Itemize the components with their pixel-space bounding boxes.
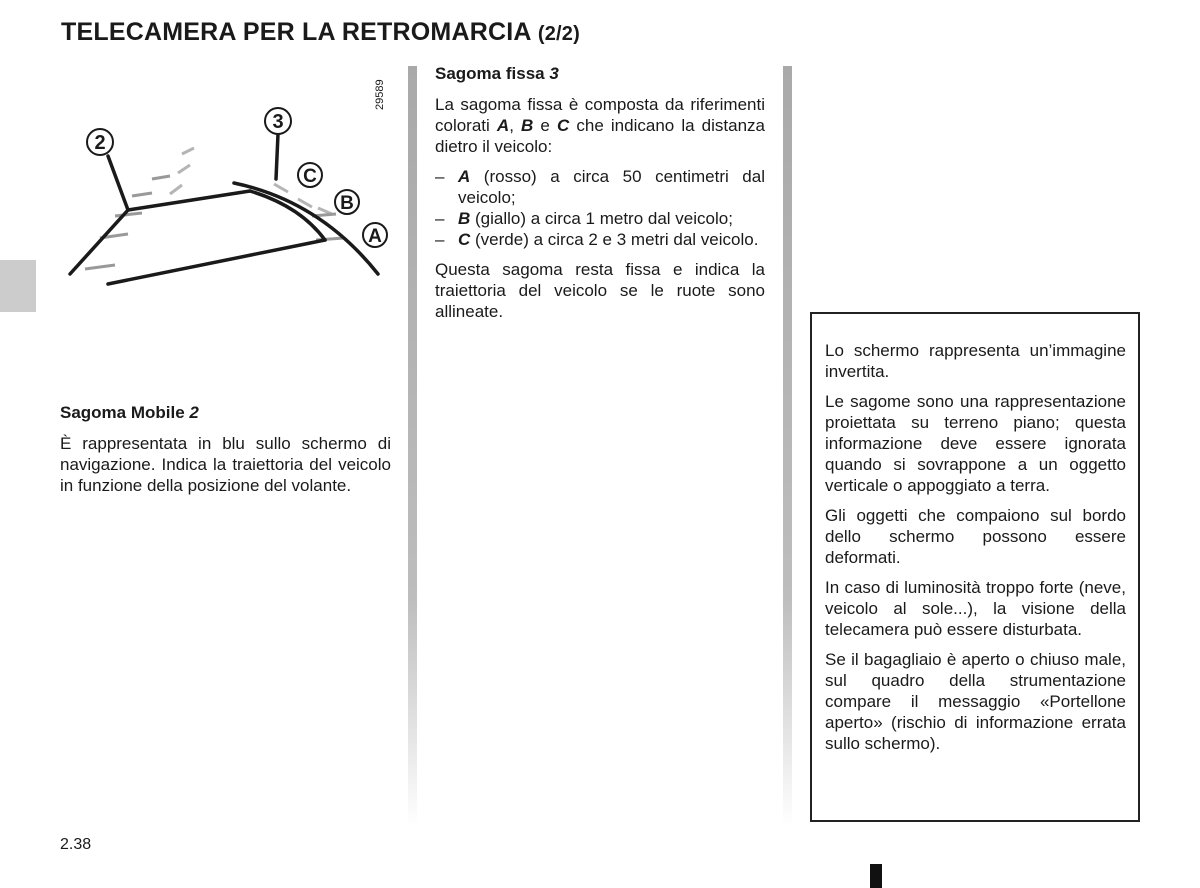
section-fissa-heading bbox=[435, 63, 765, 84]
note-paragraph: In caso di luminosità troppo forte (neve, veicolo al sole...), la visione della telecamera può essere disturbata. bbox=[825, 578, 1126, 639]
callout-2 bbox=[87, 129, 113, 155]
section-mobile-text: È rappresentata in blu sullo schermo di navigazione. Indica la traiettoria del veicolo in funzione della posizione del volante. bbox=[60, 434, 391, 495]
distance-list bbox=[435, 166, 765, 250]
fixed-guide-bottom-line bbox=[108, 240, 325, 284]
callout-b bbox=[335, 190, 359, 214]
section-mobile-heading bbox=[60, 402, 391, 423]
note-paragraph: Gli oggetti che compaiono sul bordo dello schermo possono essere deformati. bbox=[825, 506, 1126, 567]
column-divider-right bbox=[783, 66, 792, 826]
list-item-letter: B bbox=[458, 209, 471, 228]
trajectory-lines bbox=[70, 134, 378, 284]
list-item-text: (giallo) a circa 1 metro dal veicolo; bbox=[470, 209, 733, 228]
list-dash: – bbox=[435, 230, 445, 249]
section-fissa-heading-num: 3 bbox=[549, 64, 559, 83]
section-mobile-heading-num: 2 bbox=[189, 403, 199, 422]
page-title-main: TELECAMERA PER LA RETROMARCIA bbox=[61, 18, 531, 46]
callout-c bbox=[298, 163, 322, 187]
callout-a bbox=[363, 223, 387, 247]
callout-2-label: 2 bbox=[94, 132, 106, 154]
list-item-letter: A bbox=[458, 167, 471, 186]
callout-c-label: C bbox=[303, 166, 317, 187]
callout-3 bbox=[265, 108, 291, 134]
callout-leader-2 bbox=[108, 156, 128, 210]
list-item-letter: C bbox=[458, 230, 471, 249]
intro-text-end: che indicano la distanza dietro il veicolo: bbox=[435, 116, 765, 156]
note-paragraph: Se il bagagliaio è aperto o chiuso male, sul quadro della strumentazione compare il messaggio «Portellone aperto» (rischio di informazione errata sullo schermo). bbox=[825, 650, 1126, 753]
list-item-text: (rosso) a circa 50 centimetri dal veicolo; bbox=[458, 167, 765, 207]
distance-tick-marks bbox=[85, 176, 344, 269]
print-marker bbox=[870, 864, 882, 888]
note-box bbox=[810, 312, 1140, 822]
callout-leader-3 bbox=[276, 134, 278, 179]
intro-separator-2: e bbox=[533, 116, 557, 135]
section-fissa-heading-text: Sagoma fissa bbox=[435, 64, 545, 83]
callout-b-label: B bbox=[340, 193, 354, 214]
section-fissa bbox=[435, 63, 765, 331]
intro-text-start: La sagoma fissa è composta da riferimenti colorati bbox=[435, 95, 765, 135]
rear-camera-guide-diagram bbox=[60, 66, 400, 306]
mobile-guide-left-line bbox=[70, 210, 128, 274]
section-mobile bbox=[60, 402, 391, 505]
list-dash: – bbox=[435, 167, 445, 186]
note-paragraph: Lo schermo rappresenta un’immagine invertita. bbox=[825, 341, 1126, 381]
note-paragraph: Le sagome sono una rappresentazione proiettata su terreno piano; questa informazione deve essere ignorata quando si sovrappone a un oggetto verticale o appoggiato a terra. bbox=[825, 392, 1126, 495]
intro-letter-a: A bbox=[496, 116, 510, 135]
page-title-sub: (2/2) bbox=[537, 23, 580, 45]
figure-code: 29589 bbox=[374, 79, 386, 110]
column-divider-left bbox=[408, 66, 417, 826]
list-item-body bbox=[458, 166, 765, 208]
intro-letter-b: B bbox=[521, 116, 534, 135]
intro-separator-1: , bbox=[509, 116, 522, 135]
section-fissa-closing: Questa sagoma resta fissa e indica la traiettoria del veicolo se le ruote sono allineate. bbox=[435, 260, 765, 321]
list-dash: – bbox=[435, 209, 445, 228]
list-item-body bbox=[458, 208, 765, 229]
callout-3-label: 3 bbox=[272, 111, 284, 133]
list-item bbox=[435, 229, 765, 250]
section-fissa-intro bbox=[435, 94, 765, 157]
list-item bbox=[435, 166, 765, 208]
list-item bbox=[435, 208, 765, 229]
list-item-body bbox=[458, 229, 765, 250]
section-tab-marker bbox=[0, 260, 36, 312]
page-title bbox=[61, 18, 580, 47]
intro-letter-c: C bbox=[557, 116, 570, 135]
callout-a-label: A bbox=[368, 226, 382, 247]
page-number: 2.38 bbox=[60, 836, 92, 853]
section-mobile-heading-text: Sagoma Mobile bbox=[60, 403, 185, 422]
list-item-text: (verde) a circa 2 e 3 metri dal veicolo. bbox=[470, 230, 759, 249]
